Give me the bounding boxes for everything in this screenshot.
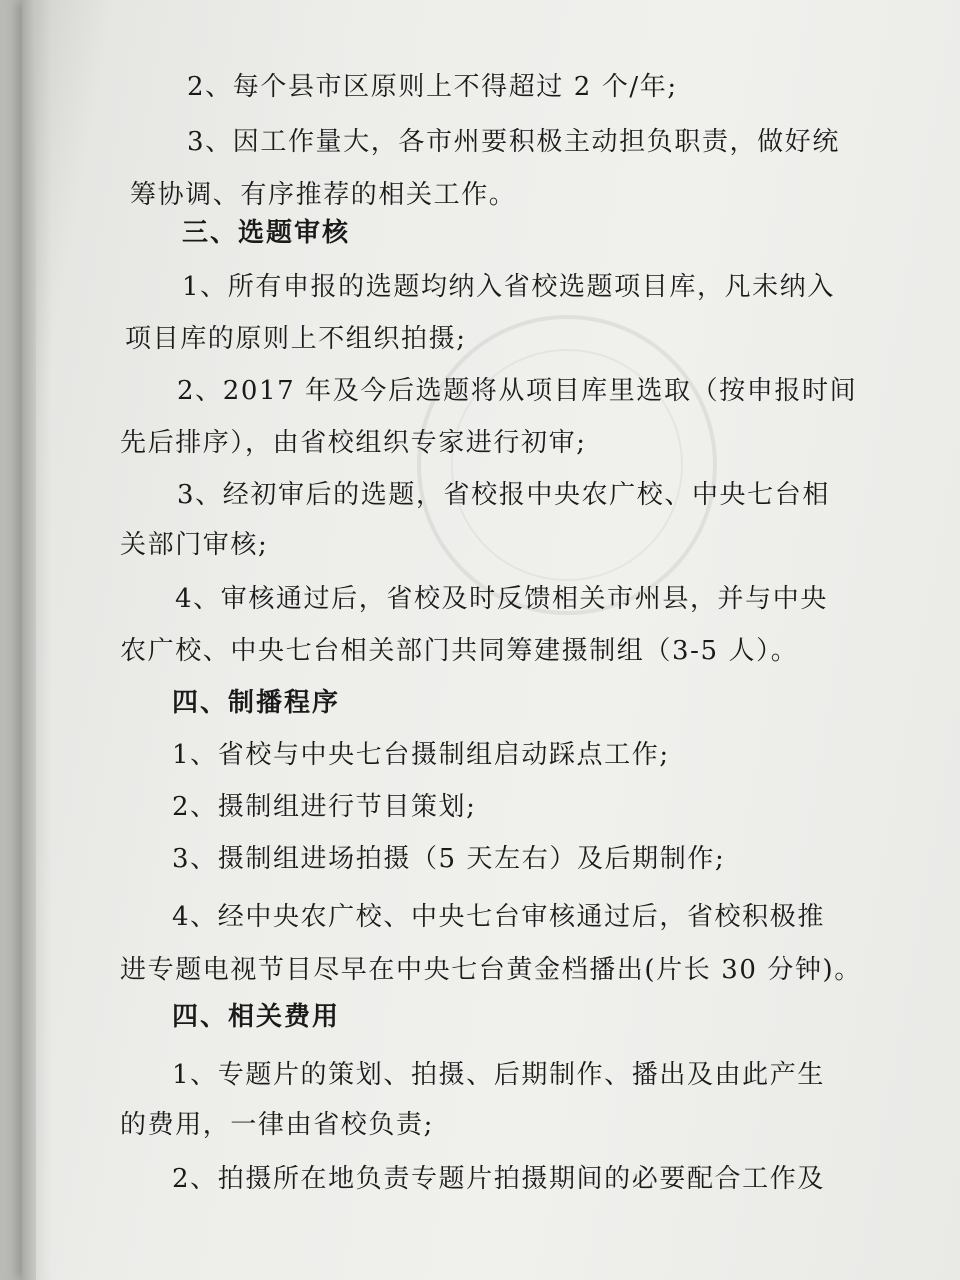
faint-seal-stamp: [417, 315, 717, 615]
text-line: 农广校、中央七台相关部门共同筹建摄制组（3-5 人）。: [120, 636, 799, 666]
text-line: 关部门审核;: [120, 530, 269, 560]
text-line: 的费用，一律由省校负责;: [120, 1110, 434, 1140]
text-line: 筹协调、有序推荐的相关工作。: [130, 180, 517, 210]
page-edge: [22, 0, 36, 1280]
text-line: 3、摄制组进场拍摄（5 天左右）及后期制作;: [172, 844, 726, 874]
text-line: 进专题电视节目尽早在中央七台黄金档播出(片长 30 分钟)。: [120, 955, 862, 985]
text-line: 2、每个县市区原则上不得超过 2 个/年;: [187, 72, 678, 102]
text-line: 4、审核通过后，省校及时反馈相关市州县，并与中央: [175, 584, 828, 614]
text-line: 3、经初审后的选题，省校报中央农广校、中央七台相: [177, 480, 830, 510]
text-line: 1、省校与中央七台摄制组启动踩点工作;: [172, 740, 670, 770]
section-heading: 四、制播程序: [172, 688, 341, 718]
text-line: 3、因工作量大，各市州要积极主动担负职责，做好统: [187, 127, 840, 157]
text-line: 项目库的原则上不组织拍摄;: [125, 324, 467, 354]
document-page: [22, 0, 960, 1280]
section-heading: 三、选题审核: [182, 218, 351, 248]
text-line: 先后排序），由省校组织专家进行初审;: [120, 428, 587, 458]
section-heading: 四、相关费用: [172, 1002, 341, 1032]
text-line: 2、摄制组进行节目策划;: [172, 792, 477, 822]
text-line: 4、经中央农广校、中央七台审核通过后，省校积极推: [172, 902, 825, 932]
text-line: 1、专题片的策划、拍摄、后期制作、播出及由此产生: [172, 1060, 825, 1090]
text-line: 1、所有申报的选题均纳入省校选题项目库，凡未纳入: [182, 272, 835, 302]
text-line: 2、拍摄所在地负责专题片拍摄期间的必要配合工作及: [172, 1164, 825, 1194]
text-line: 2、2017 年及今后选题将从项目库里选取（按申报时间: [177, 376, 858, 406]
